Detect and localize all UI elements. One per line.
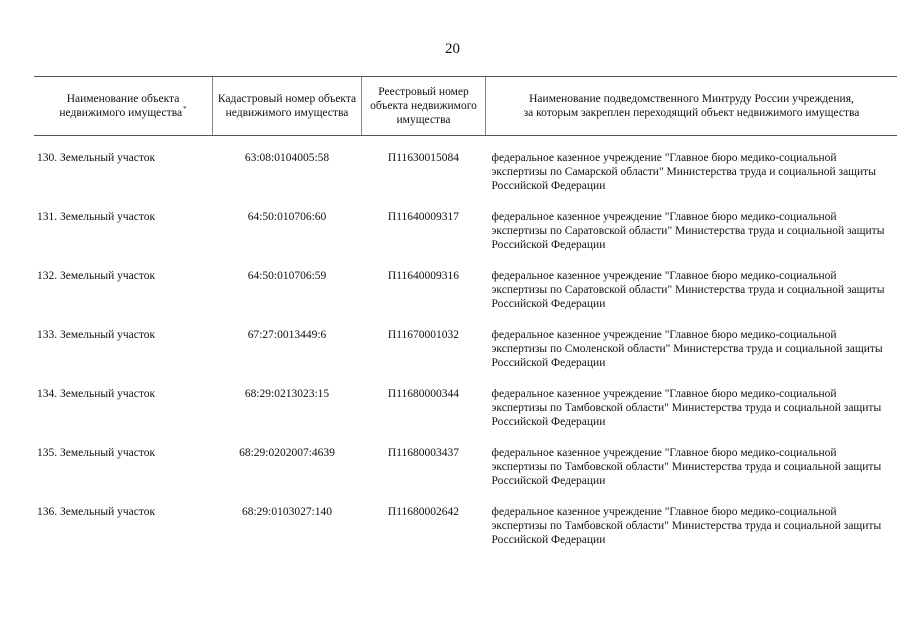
row-institution: федеральное казенное учреждение "Главное бюро медико-социальной экспертизы по Саратовской области" Министерства труда и социальной защиты Российской Федерации [491, 270, 885, 310]
row-cadastral-number: 63:08:0104005:58 [244, 152, 330, 164]
header-registry: Реестровый номер объекта недвижимого имущества [362, 77, 486, 136]
row-institution: федеральное казенное учреждение "Главное бюро медико-социальной экспертизы по Смоленской области" Министерства труда и социальной защиты Российской Федерации [491, 329, 883, 369]
row-object-name: 131. Земельный участок [37, 211, 156, 223]
row-cadastral-number: 64:50:010706:59 [247, 270, 327, 282]
property-table [34, 76, 897, 564]
row-object-name: 133. Земельный участок [37, 329, 156, 341]
header-institution-line2: за которым закреплен переходящий объект недвижимого имущества [523, 107, 860, 119]
row-institution: федеральное казенное учреждение "Главное бюро медико-социальной экспертизы по Самарской области" Министерства труда и социальной защиты Российской Федерации [491, 152, 876, 192]
page-number: 20 [445, 41, 460, 57]
row-institution: федеральное казенное учреждение "Главное бюро медико-социальной экспертизы по Саратовской области" Министерства труда и социальной защиты Российской Федерации [491, 211, 885, 251]
header-institution [486, 77, 898, 136]
row-object-name: 136. Земельный участок [37, 506, 156, 518]
row-cadastral-number: 68:29:0202007:4639 [239, 447, 335, 459]
row-institution: федеральное казенное учреждение "Главное бюро медико-социальной экспертизы по Тамбовской области" Министерства труда и социальной защиты Российской Федерации [491, 388, 882, 428]
table-body [34, 136, 897, 565]
row-registry-number: П11630015084 [387, 152, 460, 164]
header-cadastral: Кадастровый номер объекта недвижимого имущества [213, 77, 362, 136]
row-cadastral-number: 67:27:0013449:6 [247, 329, 327, 341]
row-object-name: 130. Земельный участок [37, 152, 156, 164]
row-cadastral-number: 64:50:010706:60 [247, 211, 327, 223]
row-registry-number: П11640009316 [387, 270, 460, 282]
table-row [34, 505, 897, 564]
header-name [34, 77, 213, 136]
table-row [34, 269, 897, 328]
row-registry-number: П11680002642 [387, 506, 460, 518]
table-row [34, 136, 897, 211]
table-row [34, 387, 897, 446]
row-cadastral-number: 68:29:0103027:140 [241, 506, 333, 518]
table-row [34, 328, 897, 387]
row-object-name: 132. Земельный участок [37, 270, 156, 282]
row-cadastral-number: 68:29:0213023:15 [244, 388, 330, 400]
row-registry-number: П11670001032 [387, 329, 460, 341]
row-object-name: 135. Земельный участок [37, 447, 156, 459]
row-registry-number: П11680003437 [387, 447, 460, 459]
row-registry-number: П11640009317 [387, 211, 460, 223]
header-name-text: Наименование объекта недвижимого имущества [59, 93, 183, 119]
table-row [34, 446, 897, 505]
header-institution-line1: Наименование подведомственного Минтруду России учреждения, [529, 93, 854, 105]
table-header [34, 77, 897, 136]
row-object-name: 134. Земельный участок [37, 388, 156, 400]
footnote-mark: * [183, 105, 187, 114]
row-registry-number: П11680000344 [387, 388, 460, 400]
table-row [34, 210, 897, 269]
row-institution: федеральное казенное учреждение "Главное бюро медико-социальной экспертизы по Тамбовской области" Министерства труда и социальной защиты Российской Федерации [491, 506, 882, 546]
header-row [34, 77, 897, 136]
row-institution: федеральное казенное учреждение "Главное бюро медико-социальной экспертизы по Тамбовской области" Министерства труда и социальной защиты Российской Федерации [491, 447, 882, 487]
